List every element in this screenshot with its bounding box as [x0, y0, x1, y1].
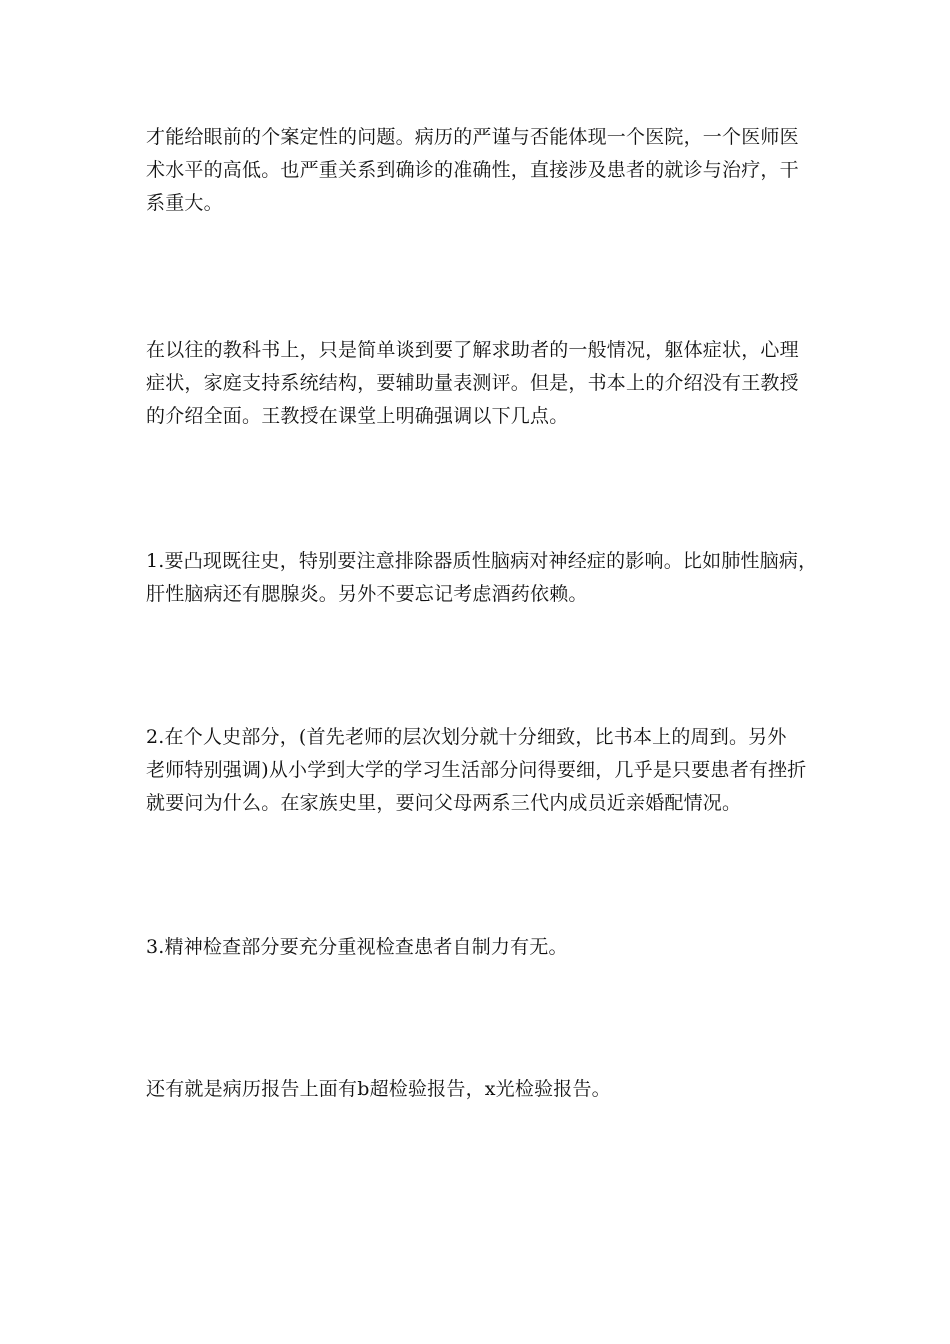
paragraph-5	[146, 931, 816, 964]
text-line: 在以往的教科书上，只是简单谈到要了解求助者的一般情况，躯体症状，心理	[146, 339, 799, 361]
text-line: 的介绍全面。王教授在课堂上明确强调以下几点。	[146, 405, 569, 427]
text-line: 还有就是病历报告上面有b超检验报告，x光检验报告。	[146, 1078, 611, 1100]
text-line: 肝性脑病还有腮腺炎。另外不要忘记考虑酒药依赖。	[146, 583, 588, 605]
text-line: 3.精神检查部分要充分重视检查患者自制力有无。	[146, 936, 568, 958]
text-line: 才能给眼前的个案定性的问题。病历的严谨与否能体现一个医院，一个医师医	[146, 126, 799, 148]
text-line: 2.在个人史部分，(首先老师的层次划分就十分细致，比书本上的周到。另外	[146, 726, 787, 748]
text-line: 术水平的高低。也严重关系到确诊的准确性，直接涉及患者的就诊与治疗，干	[146, 159, 799, 181]
text-line: 症状，家庭支持系统结构，要辅助量表测评。但是，书本上的介绍没有王教授	[146, 372, 799, 394]
paragraph-4	[146, 721, 816, 820]
text-line: 系重大。	[146, 192, 223, 214]
text-line: 就要问为什么。在家族史里，要问父母两系三代内成员近亲婚配情况。	[146, 792, 742, 814]
text-line: 1.要凸现既往史，特别要注意排除器质性脑病对神经症的影响。比如肺性脑病，	[146, 550, 818, 572]
paragraph-6	[146, 1073, 816, 1106]
text-line: 老师特别强调)从小学到大学的学习生活部分问得要细，几乎是只要患者有挫折	[146, 759, 807, 781]
paragraph-3	[146, 545, 816, 611]
paragraph-1	[146, 121, 816, 220]
paragraph-2	[146, 334, 816, 433]
